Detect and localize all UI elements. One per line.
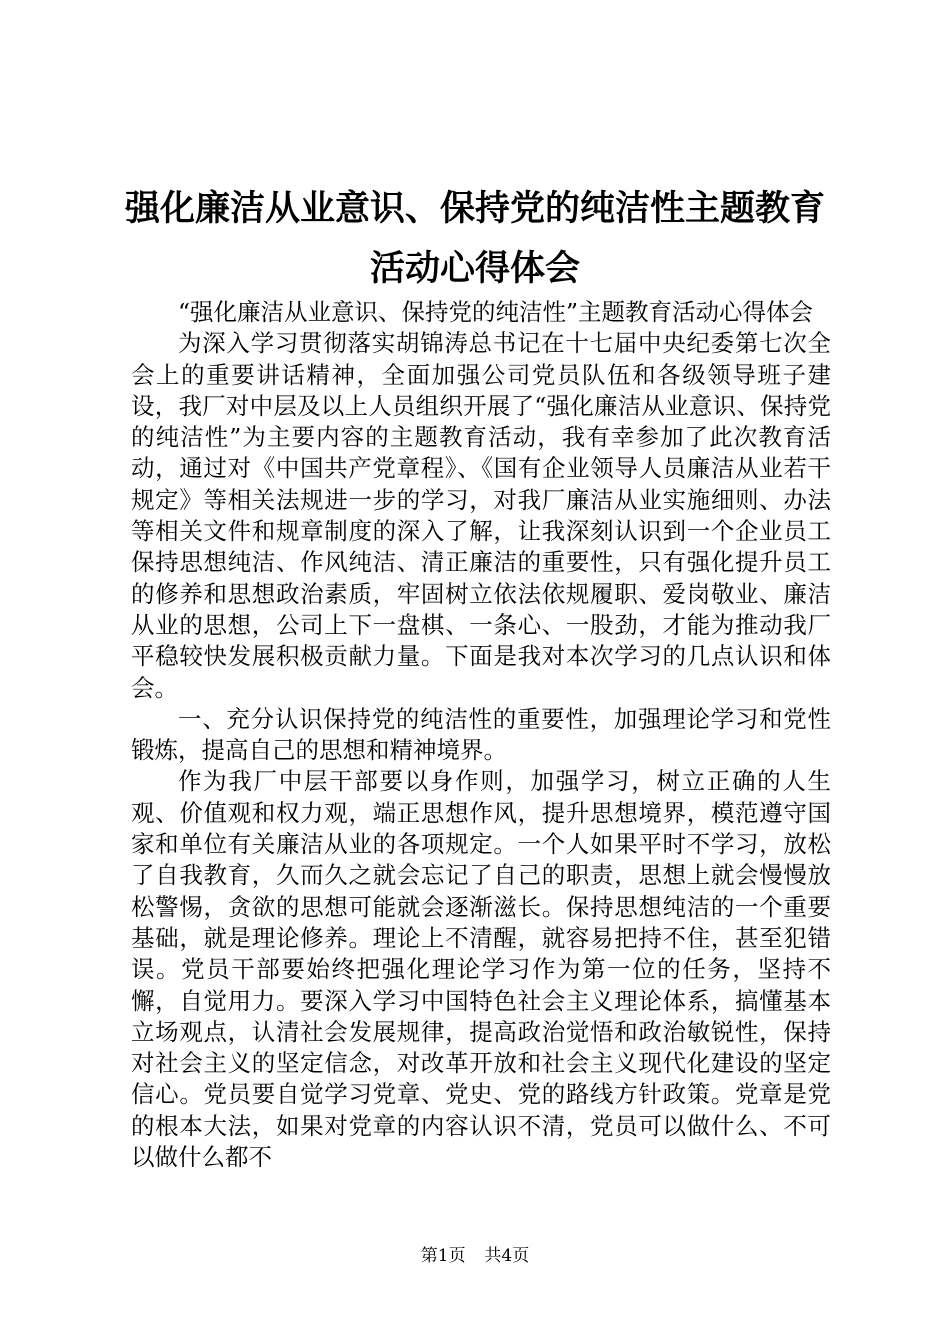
document-body: [131, 297, 831, 1173]
paragraph-body: 作为我厂中层干部要以身作则，加强学习，树立正确的人生观、价值观和权力观，端正思想作风，提升思想境界，模范遵守国家和单位有关廉洁从业的各项规定。一个人如果平时不学习，放松了自我教育，久而久之就会忘记了自己的职责，思想上就会慢慢放松警惕，贪欲的思想可能就会逐渐滋长。保持思想纯洁的一个重要基础，就是理论修养。理论上不清醒，就容易把持不住，甚至犯错误。党员干部要始终把强化理论学习作为第一位的任务，坚持不懈，自觉用力。要深入学习中国特色社会主义理论体系，搞懂基本立场观点，认清社会发展规律，提高政治觉悟和政治敏锐性，保持对社会主义的坚定信念，对改革开放和社会主义现代化建设的坚定信心。党员要自觉学习党章、党史、党的路线方针政策。党章是党的根本大法，如果对党章的内容认识不清，党员可以做什么、不可以做什么都不: [131, 767, 831, 1172]
page-footer: [0, 1245, 950, 1267]
paragraph-heading-one: 一、充分认识保持党的纯洁性的重要性，加强理论学习和党性锻炼，提高自己的思想和精神境界。: [131, 704, 831, 765]
paragraph-intro: 为深入学习贯彻落实胡锦涛总书记在十七届中央纪委第七次全会上的重要讲话精神，全面加强公司党员队伍和各级领导班子建设，我厂对中层及以上人员组织开展了“强化廉洁从业意识、保持党的纯洁性”为主要内容的主题教育活动，我有幸参加了此次教育活动，通过对《中国共产党章程》、《国有企业领导人员廉洁从业若干规定》等相关法规进一步的学习，对我厂廉洁从业实施细则、办法等相关文件和规章制度的深入了解，让我深刻认识到一个企业员工保持思想纯洁、作风纯洁、清正廉洁的重要性，只有强化提升员工的修养和思想政治素质，牢固树立依法依规履职、爱岗敬业、廉洁从业的思想，公司上下一盘棋、一条心、一股劲，才能为推动我厂平稳较快发展积极贡献力量。下面是我对本次学习的几点认识和体会。: [131, 329, 831, 702]
paragraph-subtitle: “强化廉洁从业意识、保持党的纯洁性”主题教育活动心得体会: [178, 298, 814, 326]
page-number: 第1页: [420, 1246, 466, 1266]
document-title-line2: 活动心得体会: [369, 248, 580, 289]
document-title-line1: 强化廉洁从业意识、保持党的纯洁性主题教育: [124, 188, 825, 229]
page-total: 共4页: [484, 1246, 530, 1266]
